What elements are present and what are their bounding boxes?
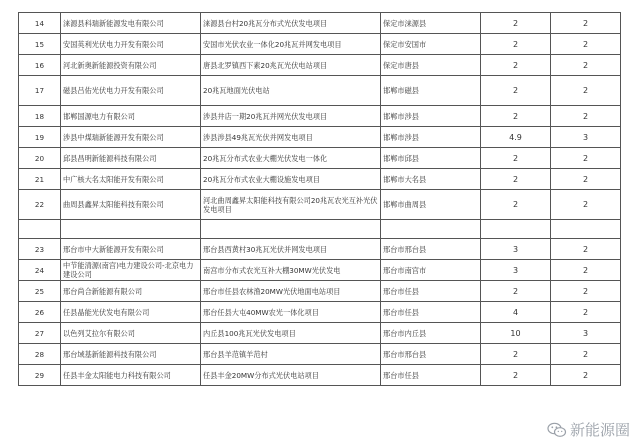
- row-number: 17: [19, 76, 61, 106]
- company-cell: 任县晶能光伏发电有限公司: [61, 302, 201, 323]
- table-row: [19, 76, 621, 106]
- project-table: [18, 12, 621, 386]
- capacity-cell: 2: [481, 76, 551, 106]
- table-row: [19, 34, 621, 55]
- project-cell: 邢台县西黄村30兆瓦光伏并网发电项目: [201, 239, 381, 260]
- quota-cell: 2: [551, 148, 621, 169]
- capacity-cell: 4.9: [481, 127, 551, 148]
- capacity-cell: 10: [481, 323, 551, 344]
- quota-cell: 2: [551, 169, 621, 190]
- quota-cell: 2: [551, 239, 621, 260]
- company-cell: 磁县吕佑光伏电力开发有限公司: [61, 76, 201, 106]
- project-cell: 南宫市分布式农光互补大棚30MW光伏发电: [201, 260, 381, 281]
- capacity-cell: 2: [481, 169, 551, 190]
- company-cell: 中广核大名太阳能开发有限公司: [61, 169, 201, 190]
- table-row: [19, 169, 621, 190]
- company-cell: 以色列艾拉尔有限公司: [61, 323, 201, 344]
- table-row: [19, 281, 621, 302]
- row-number: 21: [19, 169, 61, 190]
- project-cell: 河北曲周鑫昇太阳能科技有限公司20兆瓦农光互补光伏发电项目: [201, 190, 381, 220]
- location-cell: 邢台市任县: [381, 281, 481, 302]
- capacity-cell: 2: [481, 365, 551, 386]
- company-cell: 邢台域基新能源科技有限公司: [61, 344, 201, 365]
- quota-cell: 2: [551, 260, 621, 281]
- table-row: [19, 323, 621, 344]
- table-row: [19, 55, 621, 76]
- quota-cell: [551, 220, 621, 239]
- project-cell: 内丘县100兆瓦光伏发电项目: [201, 323, 381, 344]
- table-row: [19, 239, 621, 260]
- company-cell: 安国英利光伏电力开发有限公司: [61, 34, 201, 55]
- table-row: [19, 190, 621, 220]
- location-cell: 保定市安国市: [381, 34, 481, 55]
- project-cell: 唐县北罗镇西下素20兆瓦光伏电站项目: [201, 55, 381, 76]
- table-row-blank: [19, 220, 621, 239]
- company-cell: 邱县昌明新能源科技有限公司: [61, 148, 201, 169]
- quota-cell: 2: [551, 106, 621, 127]
- row-number: 26: [19, 302, 61, 323]
- project-cell: 涉县井店一期20兆瓦并网光伏发电项目: [201, 106, 381, 127]
- location-cell: 邯郸市曲周县: [381, 190, 481, 220]
- location-cell: 保定市唐县: [381, 55, 481, 76]
- project-cell: 安国市光伏农业一体化20兆瓦并网发电项目: [201, 34, 381, 55]
- table-row: [19, 365, 621, 386]
- table-row: [19, 148, 621, 169]
- row-number: 20: [19, 148, 61, 169]
- location-cell: 邢台市任县: [381, 365, 481, 386]
- company-cell: 涉县中煤瑞新能源开发有限公司: [61, 127, 201, 148]
- quota-cell: 2: [551, 365, 621, 386]
- quota-cell: 2: [551, 55, 621, 76]
- row-number: 14: [19, 13, 61, 34]
- location-cell: 邢台市南宫市: [381, 260, 481, 281]
- row-number: 25: [19, 281, 61, 302]
- project-cell: 20兆瓦分布式农业大棚设施发电项目: [201, 169, 381, 190]
- watermark: [547, 419, 630, 440]
- table-row: [19, 13, 621, 34]
- row-number: 27: [19, 323, 61, 344]
- location-cell: 邢台市任县: [381, 302, 481, 323]
- row-number: 15: [19, 34, 61, 55]
- company-cell: 涞源县科瑞新能源发电有限公司: [61, 13, 201, 34]
- row-number: [19, 220, 61, 239]
- location-cell: 邢台市内丘县: [381, 323, 481, 344]
- project-cell: 涉县涉县49兆瓦光伏并网发电项目: [201, 127, 381, 148]
- location-cell: 保定市涞源县: [381, 13, 481, 34]
- location-cell: 邢台市邢台县: [381, 344, 481, 365]
- capacity-cell: 2: [481, 55, 551, 76]
- quota-cell: 2: [551, 34, 621, 55]
- quota-cell: 2: [551, 344, 621, 365]
- location-cell: 邯郸市邱县: [381, 148, 481, 169]
- row-number: 29: [19, 365, 61, 386]
- row-number: 19: [19, 127, 61, 148]
- project-cell: [201, 220, 381, 239]
- table-row: [19, 260, 621, 281]
- quota-cell: 3: [551, 127, 621, 148]
- location-cell: 邯郸市磁县: [381, 76, 481, 106]
- company-cell: 邯郸国源电力有限公司: [61, 106, 201, 127]
- row-number: 18: [19, 106, 61, 127]
- row-number: 16: [19, 55, 61, 76]
- row-number: 28: [19, 344, 61, 365]
- quota-cell: 3: [551, 323, 621, 344]
- capacity-cell: 2: [481, 281, 551, 302]
- capacity-cell: 4: [481, 302, 551, 323]
- capacity-cell: 2: [481, 344, 551, 365]
- location-cell: 邯郸市涉县: [381, 127, 481, 148]
- project-table-body: [19, 13, 621, 386]
- company-cell: 邢台市中大新能源开发有限公司: [61, 239, 201, 260]
- project-cell: 20兆瓦分布式农业大棚光伏发电一体化: [201, 148, 381, 169]
- project-cell: 邢台任县大屯40MW农光一体化项目: [201, 302, 381, 323]
- table-row: [19, 302, 621, 323]
- row-number: 23: [19, 239, 61, 260]
- project-cell: 20兆瓦地面光伏电站: [201, 76, 381, 106]
- quota-cell: 2: [551, 13, 621, 34]
- capacity-cell: 3: [481, 239, 551, 260]
- company-cell: 中节能清源(南宫)电力建设公司-北京电力建设公司: [61, 260, 201, 281]
- capacity-cell: 2: [481, 148, 551, 169]
- wechat-icon: [547, 422, 567, 438]
- company-cell: 任县丰金太阳能电力科技有限公司: [61, 365, 201, 386]
- project-cell: 涞源县台村20兆瓦分布式光伏发电项目: [201, 13, 381, 34]
- location-cell: [381, 220, 481, 239]
- company-cell: [61, 220, 201, 239]
- table-row: [19, 344, 621, 365]
- quota-cell: 2: [551, 190, 621, 220]
- capacity-cell: 2: [481, 190, 551, 220]
- location-cell: 邯郸市大名县: [381, 169, 481, 190]
- quota-cell: 2: [551, 76, 621, 106]
- watermark-text: 新能源圈: [569, 421, 630, 439]
- table-row: [19, 106, 621, 127]
- capacity-cell: 2: [481, 106, 551, 127]
- company-cell: 邢台尚合新能源有限公司: [61, 281, 201, 302]
- quota-cell: 2: [551, 302, 621, 323]
- location-cell: 邯郸市涉县: [381, 106, 481, 127]
- project-cell: 邢台市任县农林渔20MW光伏地面电站项目: [201, 281, 381, 302]
- project-cell: 任县丰金20MW分布式光伏电站项目: [201, 365, 381, 386]
- row-number: 22: [19, 190, 61, 220]
- capacity-cell: 2: [481, 34, 551, 55]
- company-cell: 曲周县鑫昇太阳能科技有限公司: [61, 190, 201, 220]
- capacity-cell: 2: [481, 13, 551, 34]
- capacity-cell: [481, 220, 551, 239]
- project-cell: 邢台县羊范镇羊范村: [201, 344, 381, 365]
- capacity-cell: 3: [481, 260, 551, 281]
- row-number: 24: [19, 260, 61, 281]
- company-cell: 河北新奥新能源投资有限公司: [61, 55, 201, 76]
- location-cell: 邢台市邢台县: [381, 239, 481, 260]
- table-row: [19, 127, 621, 148]
- quota-cell: 2: [551, 281, 621, 302]
